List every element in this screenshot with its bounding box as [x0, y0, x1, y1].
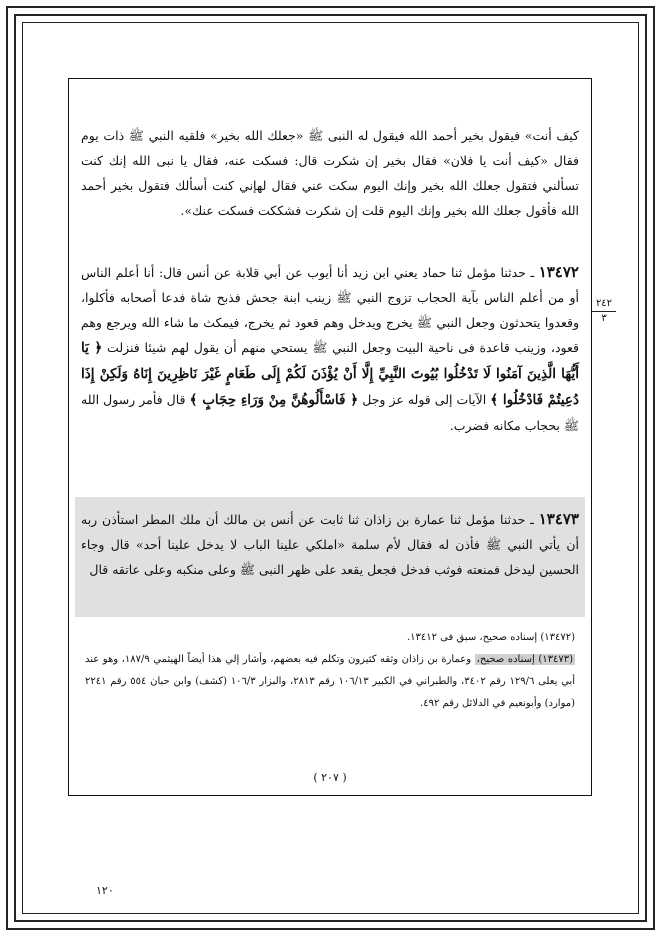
- dash-separator: ـ: [530, 512, 534, 527]
- hadith-13472: [81, 260, 579, 438]
- footnote-2: [85, 649, 575, 715]
- hadith-13473-body: [81, 507, 579, 582]
- margin-reference-bottom: ٣: [601, 313, 607, 324]
- footnotes: [85, 627, 575, 715]
- margin-reference-top: ٢٤٢: [595, 298, 613, 309]
- hadith-text-continued: الآيات إلى قوله عز وجل: [362, 392, 487, 407]
- footnote-text: وعمارة بن زاذان وثقه كثيرون وتكلم فيه بعضهم، وأشار إلي هذا أيضاً الهيثمي ١٨٧/٩، وهو عند أبي يعلى ١٢٩/٦ رقم ٣٤٠٢، والطبراني في الكبير ١٠٦/١٣ رقم ٢٨١٣، والبزار ١٠٦/٣ (كشف) وابن حبان ٥٥٤ رقم ٢٢٤١ (موارد) وأبونعيم في الدلائل رقم ٤٩٢.: [85, 654, 575, 709]
- footnote-label: (١٣٤٧٢): [540, 632, 575, 643]
- dash-separator: ـ: [530, 265, 535, 280]
- hadith-number: ١٣٤٧٣: [538, 510, 579, 528]
- footnote-text: إسناده صحيح، سبق فى ١٣٤١٢.: [406, 632, 538, 643]
- hadith-13472-body: [81, 260, 579, 438]
- hadith-number: ١٣٤٧٢: [538, 263, 579, 281]
- paragraph-text: كيف أنت» فيقول بخير أحمد الله فيقول له النبى ﷺ «جعلك الله بخير» فلقيه النبي ﷺ ذات يوم فقال «كيف أنت يا فلان» فقال بخير إن شكرت قال: فسكت عنه، فقال يا نبى الله إنك كنت تسألني فتقول جعلك الله بخير وإنك اليوم سكت عني فقال لهإني كنت أسألك فتقول بخير أحمد الله فأقول جعلك الله بخير وإنك اليوم قلت إن شكرت فشككت فسكت عنك».: [81, 128, 579, 218]
- page-number: ( ٢٠٧ ): [313, 771, 347, 784]
- footnote-1: [85, 627, 575, 649]
- quran-verse: ﴿ يَا أَيُّهَا الَّذِينَ آمَنُوا لَا تَدْخُلُوا بُيُوتَ النَّبِيِّ إِلَّا أَنْ يُؤْذَنَ لَكُمْ إِلَى طَعَامٍ غَيْرَ نَاظِرِينَ إِنَاهُ وَلَكِنْ إِذَا دُعِيتُمْ فَادْخُلُوا ﴾: [81, 340, 579, 408]
- margin-divider: [592, 311, 616, 312]
- footnote-label: (١٣٤٧٣) إسناده صحيح،: [476, 654, 573, 665]
- scanned-page: [68, 78, 592, 796]
- hadith-text: حدثنا مؤمل ثنا عمارة بن زاذان ثنا ثابت عن أنس بن مالك أن ملك المطر استأذن ربه أن يأتي النبي ﷺ فأذن له فقال لأم سلمة «املكي علينا الباب لا يدخل علينا أحد» قال وجاء الحسين ليدخل فمنعته فوثب فدخل فجعل يقعد على ظهر النبى ﷺ وعلى منكبه وعلى عاتقه قال: [81, 512, 579, 577]
- quran-verse-2: ﴿ فَاسْأَلُوهُنَّ مِنْ وَرَاءِ حِجَابٍ ﴾: [189, 392, 359, 408]
- hadith-text: حدثنا مؤمل ثنا حماد يعني ابن زيد أنا أيوب عن أبي قلابة عن أنس قال: أنا أعلم الناس أو من أعلم الناس بآية الحجاب تزوج النبي ﷺ زينب ابنة جحش فذبح شاة فدعا أصحابه فأكلوا، وقعدوا يتحدثون وجعل النبي ﷺ يخرج ويدخل وهم قعود ثم يخرج، فيمكث ما شاء الله ويرجع وهم قعود، وزينب قاعدة فى ناحية البيت وجعل النبي ﷺ يستحي منهم أن يقول لهم شيئا فنزلت: [81, 265, 579, 355]
- footer-page-number: ١٢٠: [96, 884, 114, 897]
- hadith-text-end: قال فأمر رسول الله ﷺ بحجاب مكانه فضرب.: [81, 392, 579, 433]
- opening-paragraph: [81, 123, 579, 223]
- hadith-13473: [81, 507, 579, 582]
- margin-reference: [590, 298, 618, 325]
